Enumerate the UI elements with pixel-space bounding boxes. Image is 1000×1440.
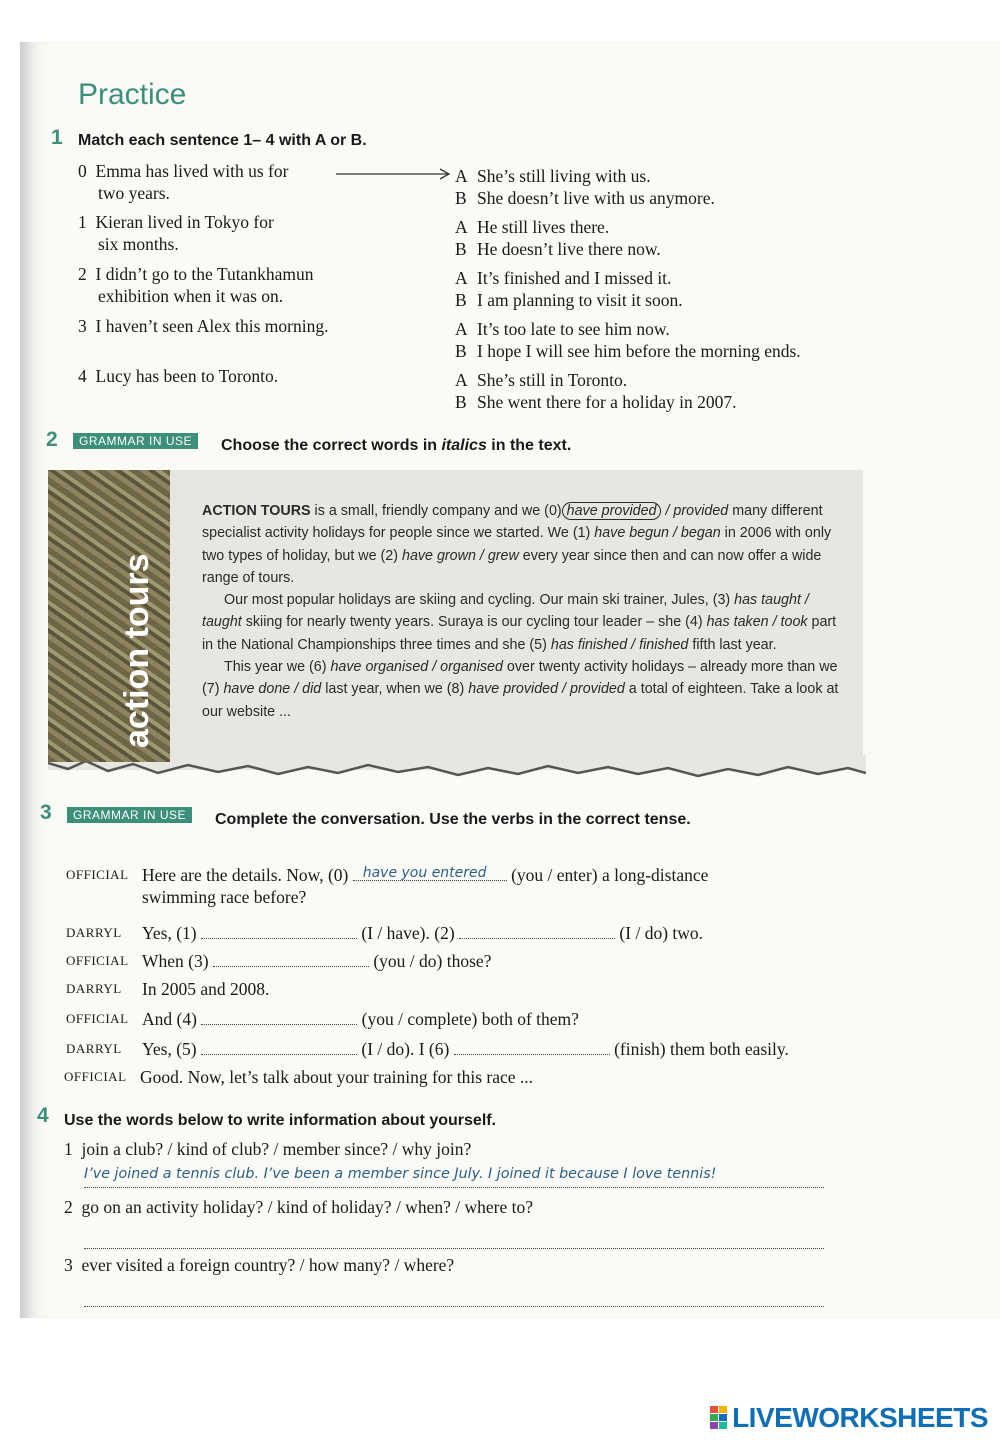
option-b[interactable]: I am planning to visit it soon. — [477, 290, 683, 310]
paragraph-1 — [202, 500, 842, 589]
line-text: Good. Now, let’s talk about your training for this race ... — [140, 1067, 534, 1087]
brand-text: LIVEWORKSHEETS — [732, 1402, 988, 1433]
ex4-number: 4 — [37, 1104, 49, 1127]
choice-5[interactable]: has finished / finished — [550, 636, 689, 653]
choice-8[interactable]: have provided / provided — [468, 681, 625, 698]
liveworksheets-logo — [710, 1402, 988, 1434]
instruction-em: italics — [441, 437, 487, 454]
instruction-pre: Choose the correct words in — [221, 437, 442, 454]
line-text: Yes, (1) — [142, 923, 197, 943]
answer-blank-6[interactable] — [454, 1040, 610, 1055]
ex1-options-2 — [455, 267, 683, 311]
option-b-label[interactable]: B — [455, 341, 467, 361]
item-number: 2 — [64, 1197, 73, 1217]
option-b[interactable]: She went there for a holiday in 2007. — [477, 392, 737, 412]
item-prompt: join a club? / kind of club? / member since? / why join? — [81, 1139, 472, 1159]
item-line1: Emma has lived with us for — [95, 161, 289, 181]
speaker-darryl: DARRYL — [66, 925, 122, 940]
text-run: This year we (6) — [224, 659, 331, 676]
ex1-item-1 — [78, 211, 274, 255]
answer-circled[interactable]: have provided — [562, 502, 662, 520]
item-line1: Lucy has been to Toronto. — [95, 366, 279, 386]
option-a[interactable]: He still lives there. — [477, 217, 610, 237]
option-b-label[interactable]: B — [455, 239, 467, 259]
choice-1[interactable]: have begun / began — [594, 525, 721, 542]
dialogue-line-6 — [140, 1066, 840, 1088]
item-number: 3 — [64, 1255, 73, 1275]
ex1-options-0 — [455, 165, 715, 209]
answer-blank-3[interactable] — [213, 952, 369, 967]
ex3-instruction: Complete the conversation. Use the verbs in the correct tense. — [215, 811, 691, 828]
page-title: Practice — [78, 78, 187, 111]
speaker-official: OFFICIAL — [66, 867, 129, 882]
image-title: action tours — [118, 553, 156, 748]
dialogue-line-3 — [142, 978, 842, 1000]
ex4-item-3 — [64, 1254, 454, 1276]
ex4-instruction: Use the words below to write information about yourself. — [64, 1112, 497, 1129]
speaker-official: OFFICIAL — [66, 953, 129, 968]
text-run: Our most popular holidays are skiing and cycling. Our main ski trainer, Jules, (3) — [224, 592, 735, 609]
ex1-options-1 — [455, 216, 661, 260]
ex2-badge — [73, 432, 198, 450]
option-a[interactable]: She’s still in Toronto. — [477, 370, 628, 390]
choice-4[interactable]: has taken / took — [706, 614, 808, 631]
line-text: Yes, (5) — [142, 1039, 197, 1059]
line-text: (I / have). (2) — [361, 923, 455, 943]
ex1-item-3 — [78, 315, 328, 337]
item-line1: Kieran lived in Tokyo for — [95, 212, 274, 232]
text-run: part in the National Championships three times and she (5) — [202, 614, 837, 653]
item-number: 3 — [78, 316, 87, 336]
ex2-number: 2 — [46, 428, 58, 451]
option-b[interactable]: He doesn’t live there now. — [477, 239, 661, 259]
ex4-item-1 — [64, 1138, 471, 1160]
item-number: 2 — [78, 264, 87, 284]
item-number: 0 — [78, 161, 87, 181]
instruction-post: in the text. — [486, 437, 572, 454]
item-line1: I haven’t seen Alex this morning. — [95, 316, 329, 336]
option-a-label[interactable]: A — [455, 217, 468, 237]
text-run: a total of eighteen. Take a look at our website ... — [202, 681, 839, 720]
ex1-item-0 — [78, 160, 288, 204]
ex2-instruction — [221, 437, 571, 455]
torn-edge-icon — [48, 755, 866, 785]
speaker-darryl: DARRYL — [66, 1041, 122, 1056]
option-b-label[interactable]: B — [455, 188, 467, 208]
answer-line-3[interactable] — [84, 1284, 824, 1307]
answer-blank-0[interactable] — [353, 866, 507, 881]
line-text: (finish) them both easily. — [614, 1039, 789, 1059]
speaker-darryl: DARRYL — [66, 981, 122, 996]
grammar-badge: GRAMMAR IN USE — [73, 433, 198, 449]
ex3-number: 3 — [40, 801, 52, 824]
liveworksheets-icon — [710, 1406, 728, 1430]
article-text — [202, 500, 842, 723]
line-text: (I / do) two. — [619, 923, 704, 943]
line-text: Here are the details. Now, (0) — [142, 865, 349, 885]
line-text: (you / complete) both of them? — [361, 1009, 579, 1029]
item-prompt: go on an activity holiday? / kind of holiday? / when? / where to? — [81, 1197, 533, 1217]
dialogue-line-2 — [142, 950, 842, 972]
answer-line-2[interactable] — [84, 1226, 824, 1249]
option-a-label[interactable]: A — [455, 268, 468, 288]
answer-blank-1[interactable] — [201, 924, 357, 939]
option-a[interactable]: It’s too late to see him now. — [477, 319, 670, 339]
paragraph-2 — [202, 589, 842, 656]
text-run: over twenty activity holidays – already more than we (7) — [202, 659, 838, 698]
line-text: swimming race before? — [142, 887, 307, 907]
option-a[interactable]: It’s finished and I missed it. — [477, 268, 672, 288]
speaker-official: OFFICIAL — [64, 1069, 127, 1084]
grammar-badge: GRAMMAR IN USE — [67, 807, 192, 823]
choice-2[interactable]: have grown / grew — [402, 547, 519, 564]
dialogue-line-0 — [142, 864, 842, 908]
item-number: 4 — [78, 366, 87, 386]
paragraph-3 — [202, 656, 842, 723]
image-title-graphic — [112, 490, 162, 752]
text-run: in 2006 with only two types of holiday, but we (2) — [202, 525, 832, 564]
line-text: In 2005 and 2008. — [142, 979, 270, 999]
line-text: (you / do) those? — [373, 951, 492, 971]
line-text: When (3) — [142, 951, 209, 971]
answer-blank-2[interactable] — [459, 924, 615, 939]
text-run: fifth last year. — [688, 636, 777, 653]
item-line2: exhibition when it was on. — [98, 286, 284, 306]
ex1-options-4 — [455, 369, 737, 413]
option-b-label[interactable]: B — [455, 392, 467, 412]
item-line2: six months. — [98, 234, 179, 254]
text-run: / — [661, 503, 674, 519]
option-b[interactable]: I hope I will see him before the morning ends. — [477, 341, 801, 361]
ex1-item-2 — [78, 263, 313, 307]
line-text: And (4) — [142, 1009, 197, 1029]
text-run: skiing for nearly twenty years. Suraya is our cycling tour leader – she (4) — [241, 614, 707, 631]
item-line1: I didn’t go to the Tutankhamun — [95, 264, 314, 284]
ex3-badge — [67, 806, 192, 824]
dialogue-line-4 — [142, 1008, 842, 1030]
answer-line-1[interactable] — [84, 1165, 824, 1188]
text-run: is a small, friendly company and we (0) — [310, 503, 562, 519]
match-arrow-icon — [336, 167, 456, 181]
option-a[interactable]: She’s still living with us. — [477, 166, 651, 186]
answer-blank-5[interactable] — [201, 1040, 357, 1055]
text-run: every year since then and can now offer a wide range of tours. — [202, 547, 822, 586]
line-text: (I / do). I (6) — [361, 1039, 450, 1059]
ex4-item-2 — [64, 1196, 533, 1218]
speaker-official: OFFICIAL — [66, 1011, 129, 1026]
brand: ACTION TOURS — [202, 503, 311, 519]
ex1-number: 1 — [51, 126, 63, 149]
dialogue-line-1 — [142, 922, 842, 944]
choice-option[interactable]: provided — [673, 503, 729, 519]
answer-0: have you entered — [362, 865, 487, 881]
choice-3[interactable]: has taught / taught — [202, 592, 809, 631]
ex1-options-3 — [455, 318, 801, 362]
ex1-item-4 — [78, 365, 278, 387]
ex1-instruction: Match each sentence 1– 4 with A or B. — [78, 132, 367, 149]
text-run: many different specialist activity holidays for people since we started. We (1) — [202, 503, 823, 542]
answer-text-1: I’ve joined a tennis club. I’ve been a member since July. I joined it because I love tennis! — [84, 1166, 717, 1182]
choice-6[interactable]: have organised / organised — [330, 659, 503, 676]
option-a-label[interactable]: A — [455, 166, 468, 186]
choice-7[interactable]: have done / did — [223, 681, 322, 698]
option-a-label[interactable]: A — [455, 370, 468, 390]
text-run: last year, when we (8) — [321, 681, 469, 698]
item-line2: two years. — [98, 183, 170, 203]
option-a-label[interactable]: A — [455, 319, 468, 339]
item-prompt: ever visited a foreign country? / how many? / where? — [81, 1255, 455, 1275]
dialogue-line-5 — [142, 1038, 862, 1060]
item-number: 1 — [78, 212, 87, 232]
answer-blank-4[interactable] — [201, 1010, 357, 1025]
line-text: (you / enter) a long-distance — [511, 865, 709, 885]
option-b[interactable]: She doesn’t live with us anymore. — [477, 188, 715, 208]
item-number: 1 — [64, 1139, 73, 1159]
option-b-label[interactable]: B — [455, 290, 467, 310]
